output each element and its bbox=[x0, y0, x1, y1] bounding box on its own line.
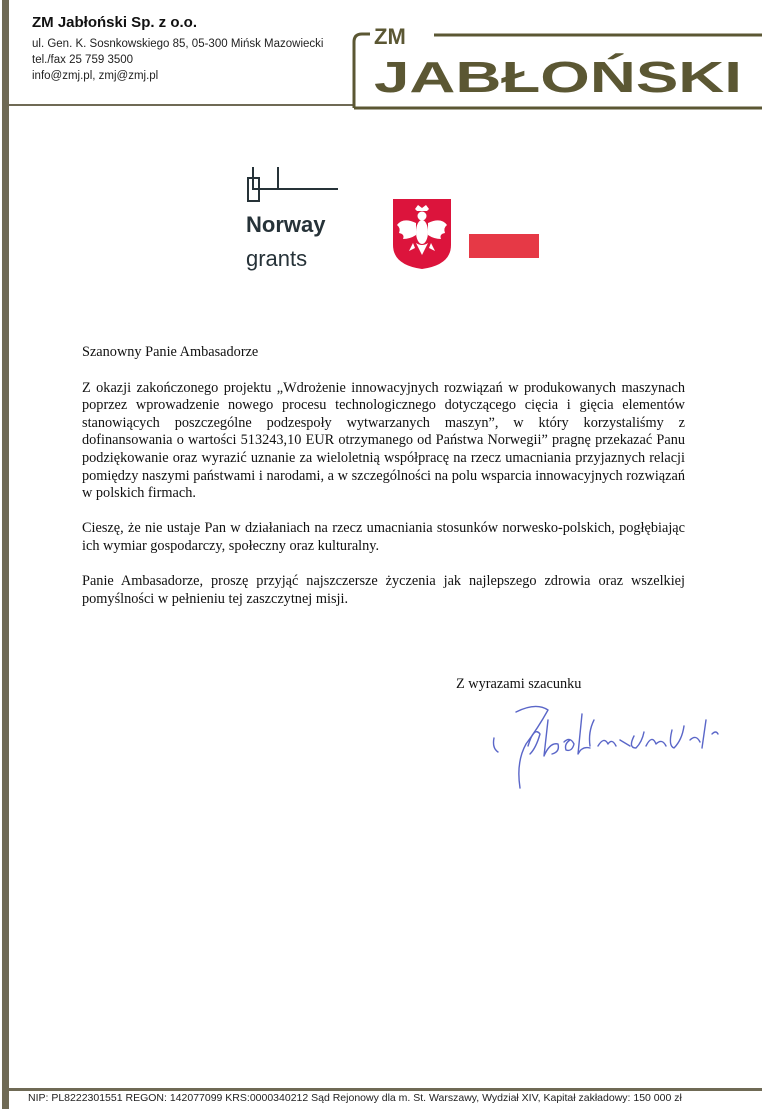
letterhead-contact bbox=[32, 14, 323, 84]
letter-paragraph: Cieszę, że nie ustaje Pan w działaniach na rzecz umacniania stosunków norwesko-polskich, pogłębiając ich wymiar gospodarczy, społeczny oraz kulturalny. bbox=[82, 520, 685, 554]
company-name: ZM Jabłoński Sp. z o.o. bbox=[32, 14, 198, 31]
header-rule bbox=[9, 104, 354, 106]
letter-body bbox=[82, 344, 685, 626]
left-border-bar bbox=[2, 0, 9, 1109]
company-logo bbox=[350, 24, 762, 112]
polish-flag-stripe bbox=[469, 234, 539, 258]
company-email: info@zmj.pl, zmj@zmj.pl bbox=[32, 70, 159, 82]
footer-rule bbox=[9, 1088, 762, 1091]
norway-grants-text-grants: grants bbox=[246, 246, 308, 271]
norway-grants-text-norway: Norway bbox=[246, 212, 326, 237]
salutation: Szanowny Panie Ambasadorze bbox=[82, 344, 259, 360]
polish-eagle-emblem bbox=[391, 197, 453, 269]
letter-paragraph: Panie Ambasadorze, proszę przyjąć najszczersze życzenia jak najlepszego zdrowia oraz wszelkiej pomyślności w pełnieniu tej zaszczytnej misji. bbox=[82, 572, 685, 607]
letter-paragraph: Z okazji zakończonego projektu „Wdrożenie innowacyjnych rozwiązań w produkowanych maszynach poprzez wprowadzenie nowego procesu technologicznego dotyczącego cięcia i gięcia elementów stanowiących poszczególne podzespoły wytwarzanych maszyn”, w który korzystaliśmy z dofinansowania o wartości 513243,10 EUR otrzymanego od Państwa Norwegii” pragnę przekazać Panu podziękowanie oraz wyrazić uznanie za wieloletnią współpracę na rzecz umacniania przyjaznych relacji pomiędzy naszymi państwami i narodami, a w szczególności na polu wsparcia innowacyjnych rozwiązań w polskich firmach. bbox=[82, 379, 685, 502]
logo-jablonski-text: JABŁOŃSKI bbox=[374, 53, 629, 102]
logo-zm-text: ZM bbox=[374, 24, 406, 49]
company-address: ul. Gen. K. Sosnkowskiego 85, 05-300 Mińsk Mazowiecki bbox=[32, 38, 324, 50]
handwritten-signature bbox=[486, 690, 736, 790]
company-phone: tel./fax 25 759 3500 bbox=[32, 54, 134, 66]
footer-registration: NIP: PL8222301551 REGON: 142077099 KRS:0000340212 Sąd Rejonowy dla m. St. Warszawy, Wydział XIV, Kapitał zakładowy: 150 000 zł bbox=[28, 1092, 682, 1104]
closing-phrase: Z wyrazami szacunku bbox=[456, 676, 582, 692]
